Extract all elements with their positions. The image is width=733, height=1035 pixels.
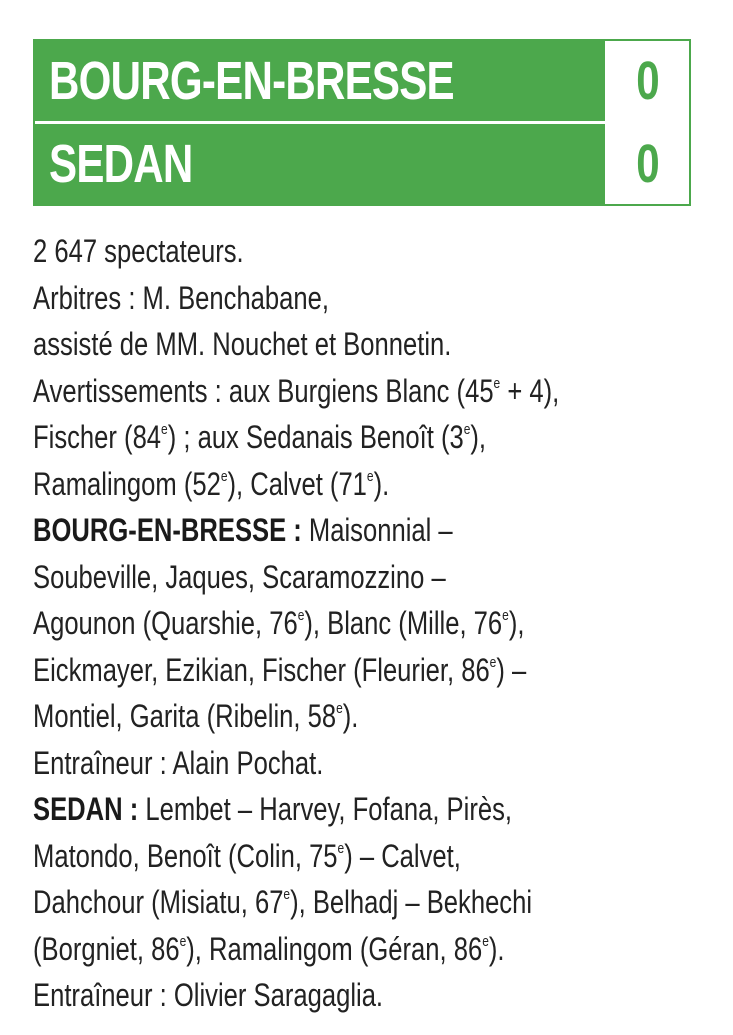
away-score: 0 xyxy=(607,124,689,204)
home-lineup-line-3: Agounon (Quarshie, 76e), Blanc (Mille, 76e), xyxy=(33,605,525,641)
away-team-name: SEDAN xyxy=(35,124,605,204)
home-score: 0 xyxy=(607,41,689,121)
away-lineup-line-2: Matondo, Benoît (Colin, 75e) – Calvet, xyxy=(33,837,461,874)
cautions-line-1: Avertissements : aux Burgiens Blanc $(45^e + 4)$, xyxy=(33,372,560,409)
away-row xyxy=(35,124,689,204)
home-lineup-line-5: Montiel, Garita (Ribelin, 58e). xyxy=(33,698,359,734)
away-lineup-line-4: (Borgniet, 86e), Ramalingom (Géran, 86e). xyxy=(33,930,505,967)
cautions-line-3: Ramalingom (52e), Calvet (71e). xyxy=(33,465,390,502)
home-team-name: BOURG-EN-BRESSE xyxy=(35,41,605,121)
referees-line: Arbitres : M. Benchabane, xyxy=(33,279,329,316)
assistants-line: assisté de MM. Nouchet et Bonnetin. xyxy=(33,326,452,362)
scoreboard xyxy=(33,39,691,206)
away-lineup-line-3: Dahchour (Misiatu, 67e), Belhadj – Bekhechi xyxy=(33,884,533,920)
match-report xyxy=(33,228,713,1019)
cautions-line-2: Fischer (84e) ; aux Sedanais Benoît (3e), xyxy=(33,419,487,455)
home-lineup-label: BOURG-EN-BRESSE : xyxy=(33,512,302,548)
home-coach-line: Entraîneur : Alain Pochat. xyxy=(33,744,324,781)
away-lineup-line-1: SEDAN : Lembet – Harvey, Fofana, Pirès, xyxy=(33,791,512,827)
away-coach-line: Entraîneur : Olivier Saragaglia. xyxy=(33,977,384,1013)
away-lineup-label: SEDAN : xyxy=(33,791,139,827)
spectators-line: 2 647 spectateurs. xyxy=(33,233,244,269)
home-lineup-line-2: Soubeville, Jaques, Scaramozzino – xyxy=(33,558,446,595)
home-lineup-line-4: Eickmayer, Ezikian, Fischer (Fleurier, 86e) – xyxy=(33,651,527,688)
home-lineup-line-1: BOURG-EN-BRESSE : Maisonnial – xyxy=(33,512,453,548)
home-row xyxy=(35,41,689,121)
